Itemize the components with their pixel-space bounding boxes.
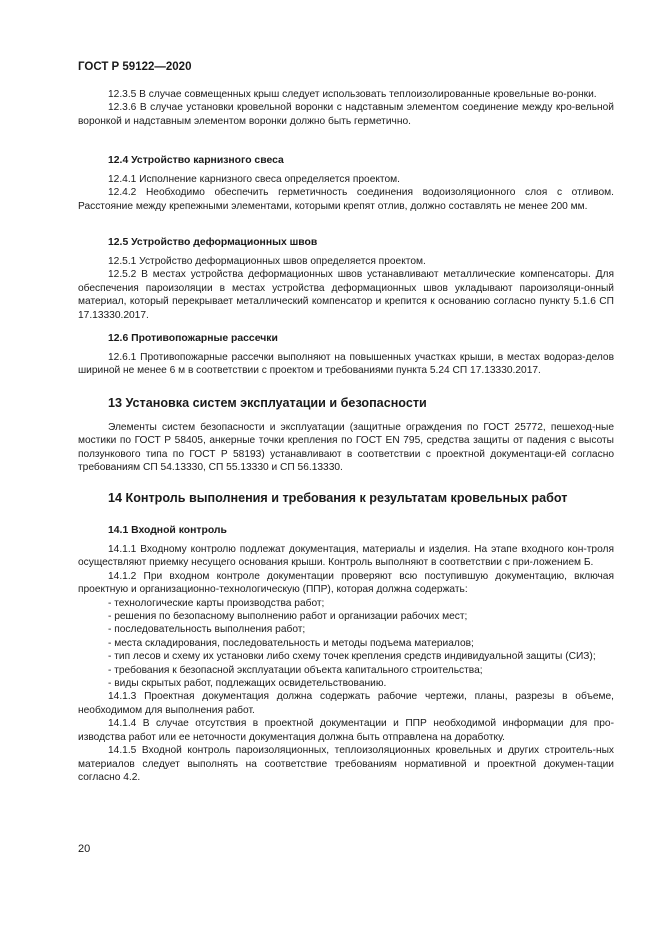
heading-14-1: 14.1 Входной контроль — [108, 525, 227, 536]
heading-13: 13 Установка систем эксплуатации и безопасности — [108, 396, 427, 410]
list-item: - тип лесов и схему их установки либо схему точек крепления средств индивидуальной защиты (СИЗ); — [108, 651, 596, 663]
list-item: - решения по безопасному выполнению работ и организации рабочих мест; — [108, 611, 468, 623]
section-12-4-text — [78, 173, 614, 213]
page-number: 20 — [78, 843, 91, 855]
section-12-6-text — [78, 351, 614, 378]
section-14-1-text — [78, 543, 614, 784]
document-header: ГОСТ Р 59122—2020 — [78, 61, 192, 73]
section-13-text — [78, 421, 614, 475]
list-item: - последовательность выполнения работ; — [108, 624, 306, 636]
paragraph: 14.1.3 Проектная документация должна содержать рабочие чертежи, планы, разрезы в объеме, необходимом для выполнения работ. — [78, 691, 614, 716]
section-12-3-text — [78, 88, 614, 128]
section-12-5-text — [78, 255, 614, 322]
list-item: - виды скрытых работ, подлежащих освидетельствованию. — [108, 678, 387, 690]
list-item: - места складирования, последовательность и методы подъема материалов; — [108, 637, 474, 649]
heading-12-6: 12.6 Противопожарные рассечки — [108, 333, 278, 344]
paragraph: 14.1.5 Входной контроль пароизоляционных, теплоизоляционных кровельных и других строитель-ных материалов следует выполнять на соответствие требованиям нормативной и проектной докумен-тации согласно 4.2. — [78, 745, 614, 783]
list-item: - технологические карты производства работ; — [108, 597, 325, 609]
list-item: - требования к безопасной эксплуатации объекта капитального строительства; — [108, 664, 483, 676]
paragraph: Элементы систем безопасности и эксплуатации (защитные ограждения по ГОСТ 25772, пешеход-ные мостики по ГОСТ Р 58405, анкерные точки крепления по ГОСТ EN 795, средства защиты от падения с высоты ползункового типа по ГОСТ Р 58193) устанавливают в соответствии с проектной документаци-ей согласно требованиям СП 54.13330, СП 55.13330 и СП 56.13330. — [78, 422, 614, 474]
heading-14: 14 Контроль выполнения и требования к результатам кровельных работ — [108, 491, 568, 505]
paragraph: 12.6.1 Противопожарные рассечки выполняют на повышенных участках крыши, в местах водораз-делов шириной не менее 6 м в соответствии с проектом и требованиями пункта 5.24 СП 17.13330.2017. — [78, 352, 614, 377]
paragraph: 12.4.2 Необходимо обеспечить герметичность соединения водоизоляционного слоя с отливом. Расстояние между крепежными элементами, которыми крепят отлив, должно составлять не менее 200 мм. — [78, 187, 614, 212]
paragraph: 12.5.1 Устройство деформационных швов определяется проектом. — [108, 256, 426, 267]
paragraph: 12.4.1 Исполнение карнизного свеса определяется проектом. — [108, 174, 400, 185]
paragraph: 12.5.2 В местах устройства деформационных швов устанавливают металлические компенсаторы. Для обеспечения пароизоляции в местах устройства деформационных швов укладывают пароизоляци-онный материал, который перекрывает металлический компенсатор и крепится к основанию согласно пункту 5.1.6 СП 17.13330.2017. — [78, 269, 614, 321]
paragraph: 14.1.2 При входном контроле документации проверяют всю поступившую документацию, включая проектную и организационно-технологическую (ППР), которая должна содержать: — [78, 570, 614, 596]
paragraph: 12.3.6 В случае установки кровельной воронки с надставным элементом соединение между кро-вельной воронкой и надставным элементом воронки должно быть герметично. — [78, 102, 614, 127]
paragraph: 12.3.5 В случае совмещенных крыш следует использовать теплоизолированные кровельные во-ронки. — [108, 89, 597, 100]
paragraph: 14.1.1 Входному контролю подлежат документация, материалы и изделия. На этапе входного кон-троля осуществляют приемку несущего основания крыши. Контроль выполняют в соответствии с при-ложением Б. — [78, 544, 614, 569]
heading-12-4: 12.4 Устройство карнизного свеса — [108, 155, 284, 166]
heading-12-5: 12.5 Устройство деформационных швов — [108, 237, 318, 248]
paragraph: 14.1.4 В случае отсутствия в проектной документации и ППР необходимой информации для про-изводства работ или ее неточности документация должна быть отправлена на доработку. — [78, 718, 614, 743]
